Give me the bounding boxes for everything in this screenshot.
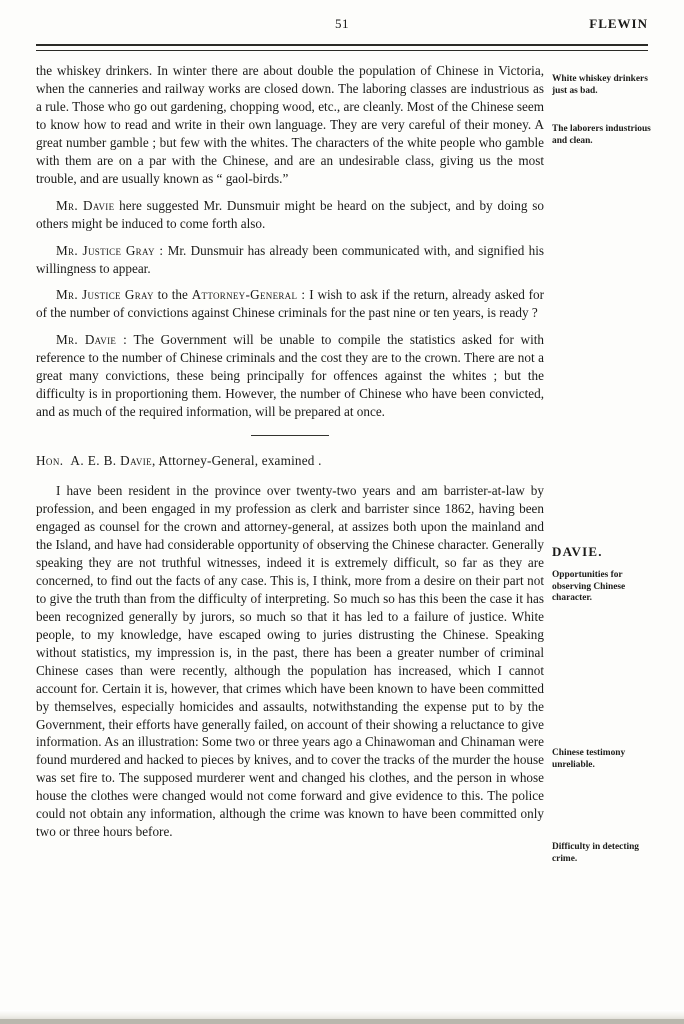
margin-note-3: Opportunities for observing Chinese character. [552,570,626,604]
testimony-paragraph: I have been resident in the province over twenty-two years and am barrister-at-law by profession, and been engaged in my profession as clerk and barrister since 1862, having been engaged as counsel for the crown and attorney-general, at assizes both upon the mainland and the Island, and have had considerable opportunity of observing the Chinese character. Generally speaking they are not truthful witnesses, indeed it is extremely difficult, so far as they are concerned, to find out the facts of any case. This is, I think, more from a desire on their part not to give the truth than from the difficulty of interpreting. So much so has this been the case it has been recognized generally by jurors, so much so that it has led to a failure of justice. White people, to my knowledge, have escaped owing to juries distrusting the Chinese. Speaking without statistics, my impression is, in the past, there has been a greater number of criminal Chinese cases than were recently, although the population has increased, which I cannot account for. Certain it is, however, that crimes which have been known to have been committed by themselves, especially homicides and assaults, notwithstanding the expense put to by the Government, their efforts have generally failed, on account of their showing a reluctance to give information. As an illustration: Some two or three years ago a Chinawoman and Chinaman were found murdered and hacked to pieces by knives, and to cover the tracks of the murder the house was set fire to. The supposed murderer went and changed his clothes, and the person in whose house the clothes were changed would not come forward and give evidence to this. The police could not obtain any information, although the crime was known to have been committed only two or three hours before. [36,483,545,840]
paragraph-text: here suggested Mr. Dunsmuir might be heard on the subject, and by doing so others might be induced to come forth also. [36,197,544,231]
margin-note-4: Chinese testimony unreliable. [552,748,626,770]
witness-name-text: A. E. B. Davie, [70,453,156,469]
paragraph-justice-gray-2 [36,286,544,322]
speaker-name: Mr. Justice Gray : [56,242,164,258]
paragraph-continuation: the whiskey drinkers. In winter there are about double the population of Chinese in Victoria, when the canneries and railway works are closed down. The laboring classes are industrious as a rule. Those who go out gardening, chopping wood, etc., are cleanly. Most of the Chinese seem to know how to read and write in their own language. They are very careful of their money. A great number gamble ; but few with the whites. The characters of the white people who gamble with them are on a par with the Chinese, and are an undesirable class, giving us the most trouble, and are usually known as “ gaol-birds.” [36,63,544,186]
margin-note-witness-name: DAVIE. [552,544,603,559]
speaker-name: Mr. Justice Gray [56,287,154,303]
page-header [36,16,648,40]
speaker-name: Mr. Davie [56,197,115,213]
main-text-column [36,62,544,850]
section-divider [251,435,329,436]
margin-note-1: White whiskey drinkers just as bad. [552,74,648,96]
margin-note-5: Difficulty in detecting crime. [552,842,639,864]
witness-role: Attorney-General, examined . [158,453,322,469]
witness-honorific: Hon. [36,453,64,469]
margin-note-2: The laborers industrious and clean. [552,124,651,146]
paragraph-text: I wish to ask if the return, already asked for of the number of convictions against Chinese criminals for the past nine or ten years, is ready ? [36,287,545,321]
speaker-addressee: Attorney-General : [191,287,306,303]
paragraph-justice-gray-1 [36,242,544,278]
paragraph-davie-suggestion [36,197,544,233]
paragraph-text: Mr. Dunsmuir has already been communicated with, and signified his willingness to appear. [36,242,545,276]
speaker-name: Mr. Davie : [56,332,128,348]
scan-edge-strip [0,1019,684,1024]
page-number: 51 [335,16,349,31]
header-rule [36,44,648,51]
paragraph-text: The Government will be unable to compile the statistics asked for with reference to the number of Chinese criminals and the cost they are to the crown. There are not a great many convictions, these being principally for offences against the whites ; but the difficulty is in proportioning them. However, the number of Chinese who have been convicted, and as much of the required information, will be prepared at once. [36,332,544,420]
witness-heading [36,452,544,470]
speaker-connector: to the [157,287,188,303]
paragraph-davie-reply [36,331,544,421]
running-head: FLEWIN [589,16,648,31]
